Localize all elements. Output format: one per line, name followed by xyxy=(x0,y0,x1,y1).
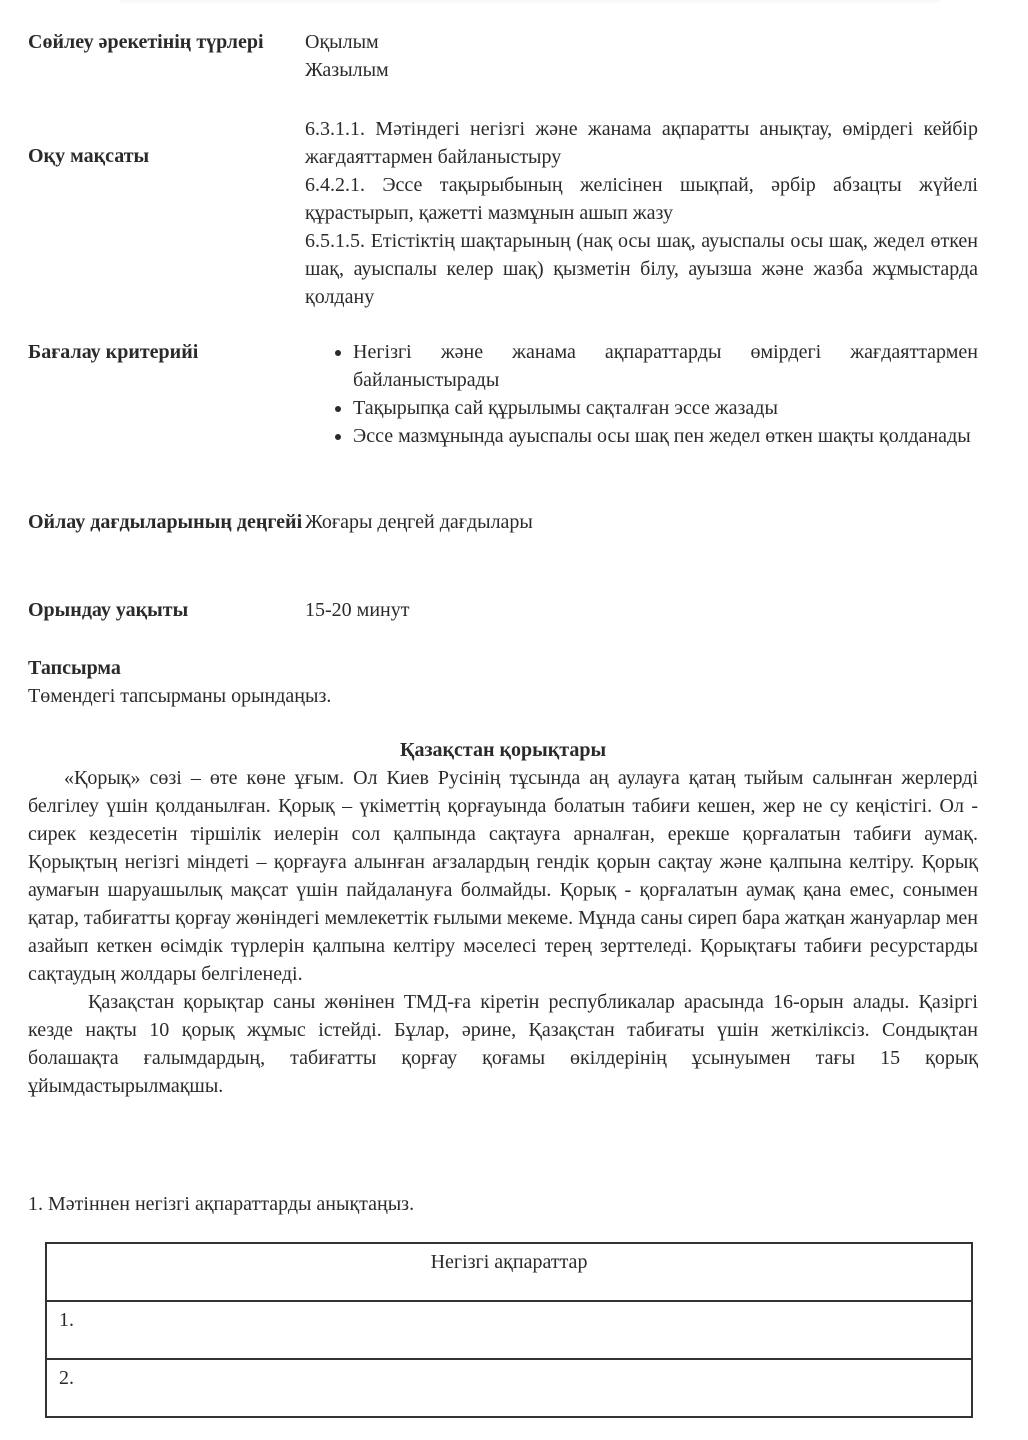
speech-activity-label: Сөйлеу әрекетінің түрлері xyxy=(28,31,264,53)
criterion: • Эссе мазмұнында ауыспалы осы шақ пен жедел өткен шақты қолданады xyxy=(353,422,978,450)
answer-table-header: Негізгі ақпараттар xyxy=(46,1243,972,1301)
thinking-skills-row xyxy=(28,508,978,536)
answer-row[interactable]: 2. xyxy=(46,1359,972,1417)
speech-activity-value: Оқылым xyxy=(305,31,379,53)
objective: 6.4.2.1. Эссе тақырыбының желісінен шықпай, әрбір абзацты жүйелі құрастырып, қажетті мазмұнын ашып жазу xyxy=(305,174,978,224)
speech-activity-row xyxy=(28,28,978,84)
duration-value: 15-20 минут xyxy=(305,599,410,621)
task-instruction: Төмендегі тапсырманы орындаңыз. xyxy=(28,685,332,707)
criterion: • Тақырыпқа сай құрылымы сақталған эссе жазады xyxy=(353,394,978,422)
passage-paragraph: «Қорық» сөзі – өте көне ұғым. Ол Киев Русінің тұсында аң аулауға қатаң тыйым салынған жерлерді белгілеу үшін қолданылған. Қорық – үкіметтің қорғауында болатын табиғи кешен, жер не су кеңістігі. Ол - сирек кездесетін тіршілік иелерін сол қалпында сақтауға арналған, ерекше қорғалатын табиғи аумақ. Қорықтың негізгі міндеті – қорғауға алынған ағзалардың гендік қорын сақтау және қалпына келтіру. Қорық аумағын шаруашылық мақсат үшін пайдалануға болмайды. Қорық - қорғалатын аумақ қана емес, сонымен қатар, табиғатты қорғау жөніндегі мемлекеттік ғылыми мекеме. Мұнда саны сиреп бара жатқан жануарлар мен азайып кеткен өсімдік түрлерін қалпына келтіру мәселесі терең зерттеледі. Қорықтағы табиғи ресурстарды сақтаудың жолдары белгіленеді. xyxy=(28,767,978,985)
duration-row xyxy=(28,596,978,624)
objective: 6.5.1.5. Етістіктің шақтарының (нақ осы шақ, ауыспалы осы шақ, жедел өткен шақ, ауыспалы келер шақ) қызметін білу, ауызша және жазба жұмыстарда қолдану xyxy=(305,230,978,308)
assessment-criteria-label: Бағалау критерийі xyxy=(28,341,199,363)
answer-row[interactable]: 1. xyxy=(46,1301,972,1359)
passage-paragraph: Қазақстан қорықтар саны жөнінен ТМД-ға кіретін республикалар арасында 16-орын алады. Қазіргі кезде нақты 10 қорық жұмыс істейді. Бұлар, әрине, Қазақстан табиғаты үшін жеткіліксіз. Сондықтан болашақта ғалымдардың, табиғатты қорғау қоғамы өкілдерінің ұсынуымен тағы 15 қорық ұйымдастырылмақшы. xyxy=(28,991,978,1097)
thinking-skills-value: Жоғары деңгей дағдылары xyxy=(305,511,533,533)
reading-passage xyxy=(28,736,978,1100)
learning-objectives-row xyxy=(28,115,978,311)
answer-table xyxy=(45,1242,973,1418)
thinking-skills-label: Ойлау дағдыларының деңгейі xyxy=(28,511,303,533)
task-title: Тапсырма xyxy=(28,657,121,679)
question: 1. Мәтіннен негізгі ақпараттарды анықтаңыз. xyxy=(28,1193,415,1215)
criterion: • Негізгі және жанама ақпараттарды өмірдегі жағдаяттармен байланыстырады xyxy=(353,338,978,394)
task-section xyxy=(28,654,331,710)
passage-title: Қазақстан қорықтары xyxy=(399,739,607,761)
speech-activity-value: Жазылым xyxy=(305,59,389,81)
cropped-header-line xyxy=(120,0,940,4)
assessment-criteria-row xyxy=(28,338,978,450)
learning-objectives-label: Оқу мақсаты xyxy=(28,145,150,167)
objective: 6.3.1.1. Мәтіндегі негізгі және жанама ақпаратты анықтау, өмірдегі кейбір жағдаяттармен байланыстыру xyxy=(305,118,978,168)
duration-label: Орындау уақыты xyxy=(28,599,189,621)
